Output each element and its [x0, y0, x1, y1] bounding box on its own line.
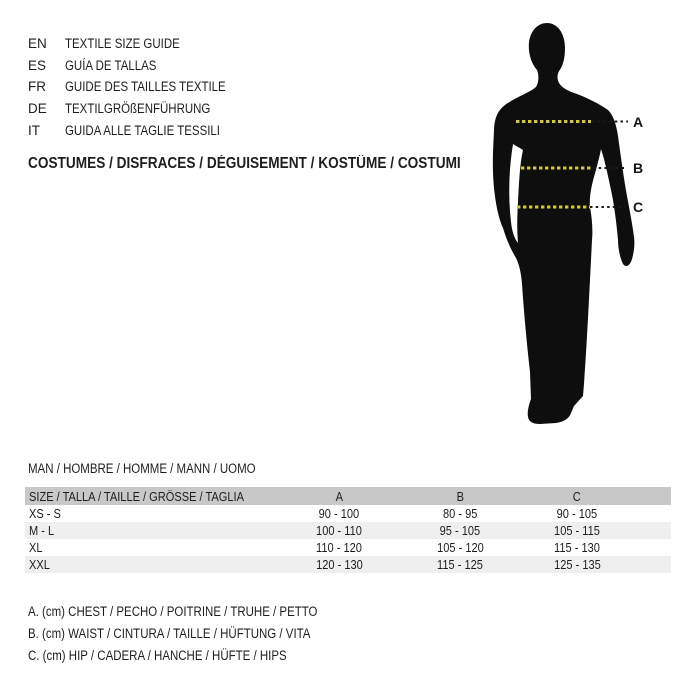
header-c: C: [573, 488, 581, 504]
language-label: TEXTILE SIZE GUIDE: [65, 36, 180, 52]
cell-size: XS - S: [29, 506, 61, 521]
header-size: SIZE / TALLA / TAILLE / GRÖSSE / TAGLIA: [29, 488, 244, 504]
legend-hip: C. (cm) HIP / CADERA / HANCHE / HÜFTE / HIPS: [28, 647, 287, 663]
language-code: IT: [28, 122, 40, 138]
header-b: B: [456, 488, 464, 504]
header-a: A: [335, 488, 343, 504]
cell-c: 125 - 135: [553, 557, 601, 572]
cell-size: M - L: [29, 523, 55, 538]
cell-size: XL: [29, 540, 43, 555]
language-list: [28, 33, 254, 141]
cell-a: 100 - 110: [316, 523, 362, 538]
cell-a: 120 - 130: [315, 557, 363, 572]
chest-marker-label: A: [633, 114, 644, 130]
language-row-it: [28, 119, 254, 141]
legend-chest: A. (cm) CHEST / PECHO / POITRINE / TRUHE / PETTO: [28, 604, 318, 620]
category-title: COSTUMES / DISFRACES / DÉGUISEMENT / KOSTÜME / COSTUMI: [28, 155, 461, 172]
cell-a: 110 - 120: [316, 540, 362, 555]
cell-b: 80 - 95: [442, 506, 478, 521]
table-row: [25, 539, 671, 556]
table-row: [25, 505, 671, 522]
language-row-de: [28, 98, 254, 120]
cell-c: 90 - 105: [556, 506, 598, 521]
hip-marker-label: C: [633, 199, 644, 215]
legend-waist: B. (cm) WAIST / CINTURA / TAILLE / HÜFTUNG / VITA: [28, 626, 311, 642]
cell-c: 105 - 115: [554, 523, 600, 538]
language-code: DE: [28, 101, 47, 117]
language-label: TEXTILGRÖßENFÜHRUNG: [65, 101, 211, 117]
table-row: [25, 556, 671, 573]
cell-a: 90 - 100: [318, 506, 360, 521]
language-row-es: [28, 55, 254, 77]
language-code: EN: [28, 36, 47, 52]
cell-c: 115 - 130: [554, 540, 600, 555]
language-row-en: [28, 33, 254, 55]
size-table: [25, 487, 671, 573]
language-code: ES: [28, 57, 47, 73]
cell-size: XXL: [29, 557, 50, 572]
size-table-header-row: [25, 487, 671, 505]
language-label: GUIDE DES TAILLES TEXTILE: [65, 79, 226, 95]
measure-legend: [28, 601, 369, 666]
cell-b: 95 - 105: [439, 523, 481, 538]
waist-marker-label: B: [633, 160, 644, 176]
language-label: GUIDA ALLE TAGLIE TESSILI: [65, 122, 220, 138]
table-section-title: MAN / HOMBRE / HOMME / MANN / UOMO: [28, 461, 256, 476]
language-row-fr: [28, 76, 254, 98]
cell-b: 115 - 125: [437, 557, 483, 572]
cell-b: 105 - 120: [436, 540, 484, 555]
table-row: [25, 522, 671, 539]
language-label: GUÍA DE TALLAS: [65, 57, 157, 73]
language-code: FR: [28, 79, 46, 95]
